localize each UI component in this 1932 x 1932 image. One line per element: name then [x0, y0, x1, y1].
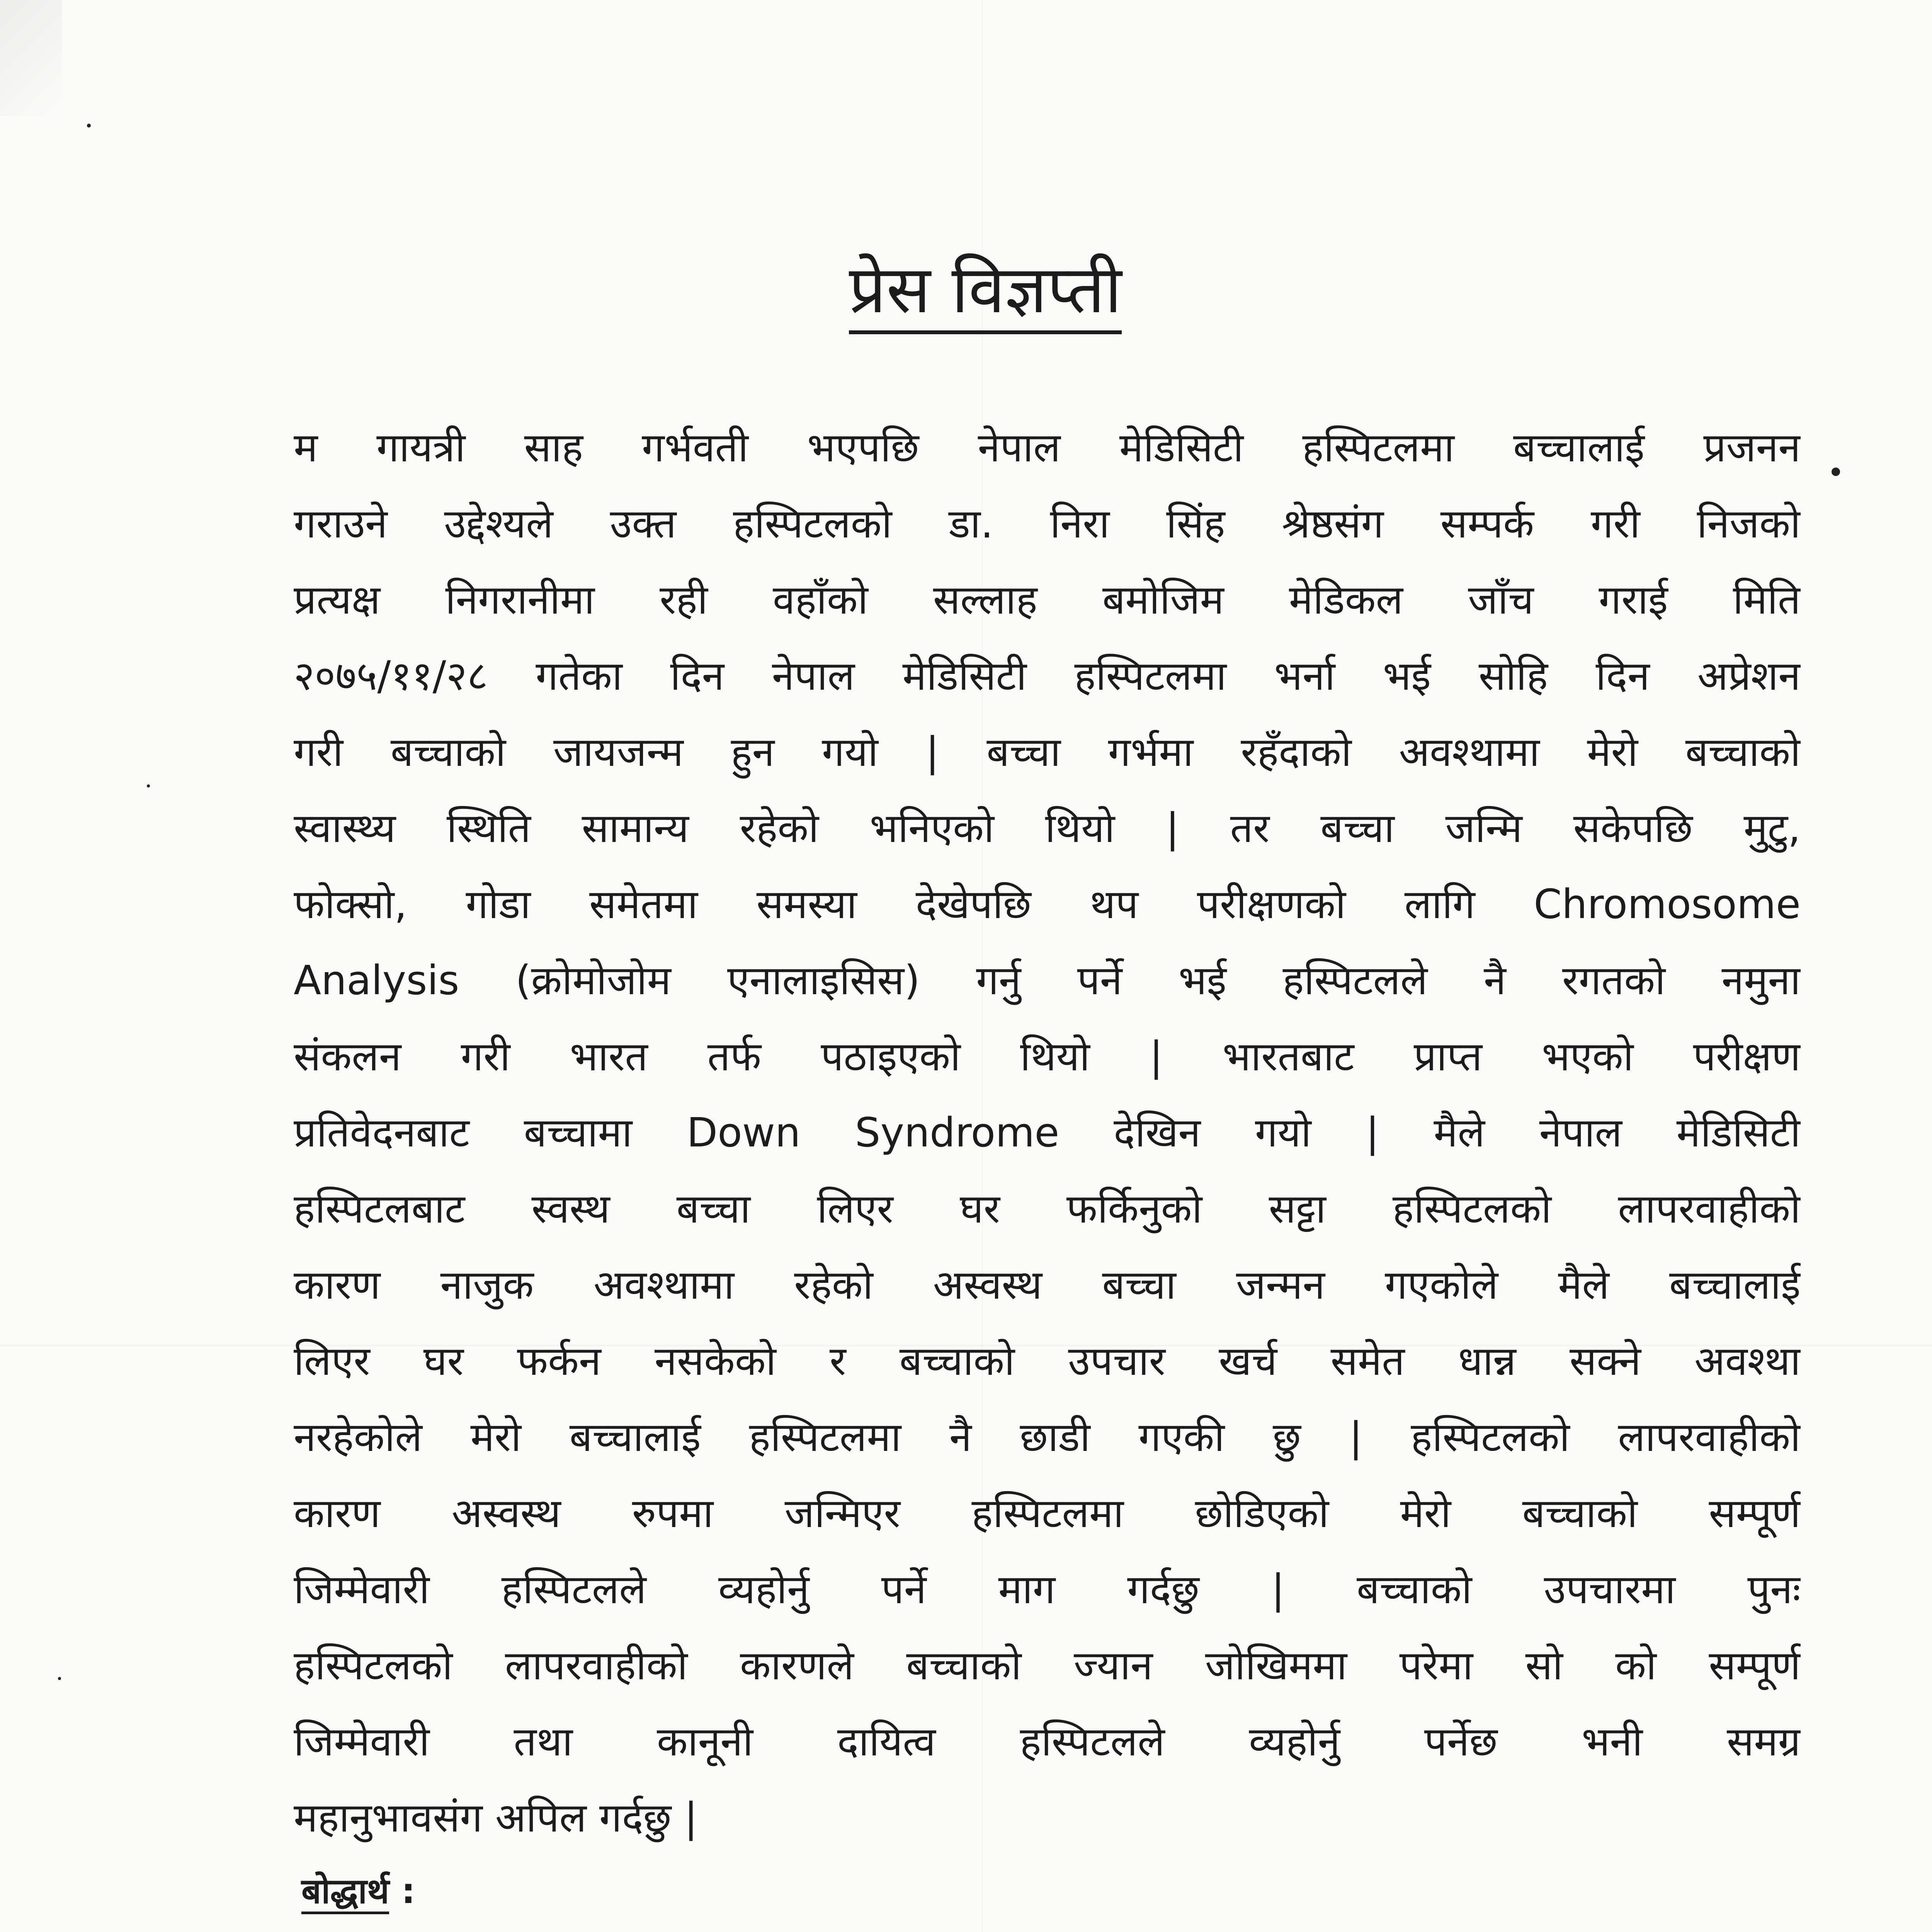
- body-line: फोक्सो, गोडा समेतमा समस्या देखेपछि थप परीक्षणको लागि Chromosome: [294, 881, 1801, 928]
- body-line: कारण नाजुक अवश्थामा रहेको अस्वस्थ बच्चा जन्मन गएकोले मैले बच्चालाई: [294, 1261, 1801, 1308]
- title-text: प्रेस विज्ञप्ती: [849, 252, 1122, 334]
- body-line-last: महानुभावसंग अपिल गर्दछु |: [294, 1794, 698, 1841]
- body-line: जिम्मेवारी तथा कानूनी दायित्व हस्पिटलले व्यहोर्नु पर्नेछ भनी समग्र: [294, 1718, 1801, 1765]
- body-line: जिम्मेवारी हस्पिटलले व्यहोर्नु पर्ने माग गर्दछु | बच्चाको उपचारमा पुनः: [294, 1566, 1801, 1613]
- scan-speck: [87, 124, 91, 128]
- body-line: गरी बच्चाको जायजन्म हुन गयो | बच्चा गर्भमा रहँदाको अवश्थामा मेरो बच्चाको: [294, 728, 1801, 776]
- press-release-title: [0, 247, 1932, 332]
- body-line: लिएर घर फर्कन नसकेको र बच्चाको उपचार खर्च समेत धान्न सक्ने अवश्था: [294, 1337, 1801, 1384]
- body-line: प्रतिवेदनबाट बच्चामा Down Syndrome देखिन गयो | मैले नेपाल मेडिसिटी: [294, 1109, 1801, 1156]
- scan-corner-shade: [0, 0, 62, 116]
- notice-label: बोद्धार्थ: [301, 1871, 389, 1914]
- body-line: स्वास्थ्य स्थिति सामान्य रहेको भनिएको थियो | तर बच्चा जन्मि सकेपछि मुटु,: [294, 804, 1801, 852]
- notice-heading: [301, 1866, 415, 1913]
- notice-colon: :: [401, 1871, 415, 1912]
- scan-speck: [1832, 468, 1840, 476]
- body-line: संकलन गरी भारत तर्फ पठाइएको थियो | भारतबाट प्राप्त भएको परीक्षण: [294, 1033, 1801, 1080]
- body-line: हस्पिटलको लापरवाहीको कारणले बच्चाको ज्यान जोखिममा परेमा सो को सम्पूर्ण: [294, 1642, 1801, 1689]
- press-release-body: [294, 410, 1801, 1856]
- body-line: प्रत्यक्ष निगरानीमा रही वहाँको सल्लाह बमोजिम मेडिकल जाँच गराई मिति: [294, 576, 1801, 623]
- scan-speck: [58, 1677, 61, 1680]
- body-line: नरहेकोले मेरो बच्चालाई हस्पिटलमा नै छाडी गएकी छु | हस्पिटलको लापरवाहीको: [294, 1413, 1801, 1461]
- body-line: २०७५/११/२८ गतेका दिन नेपाल मेडिसिटी हस्पिटलमा भर्ना भई सोहि दिन अप्रेशन: [294, 652, 1801, 699]
- body-line: कारण अस्वस्थ रुपमा जन्मिएर हस्पिटलमा छोडिएको मेरो बच्चाको सम्पूर्ण: [294, 1490, 1801, 1537]
- body-line: Analysis (क्रोमोजोम एनालाइसिस) गर्नु पर्ने भई हस्पिटलले नै रगतको नमुना: [294, 957, 1801, 1004]
- body-line: म गायत्री साह गर्भवती भएपछि नेपाल मेडिसिटी हस्पिटलमा बच्चालाई प्रजनन: [294, 424, 1801, 471]
- scan-speck: [147, 784, 150, 787]
- body-line: गराउने उद्देश्यले उक्त हस्पिटलको डा. निरा सिंह श्रेष्ठसंग सम्पर्क गरी निजको: [294, 500, 1801, 547]
- body-line: हस्पिटलबाट स्वस्थ बच्चा लिएर घर फर्किनुको सट्टा हस्पिटलको लापरवाहीको: [294, 1185, 1801, 1232]
